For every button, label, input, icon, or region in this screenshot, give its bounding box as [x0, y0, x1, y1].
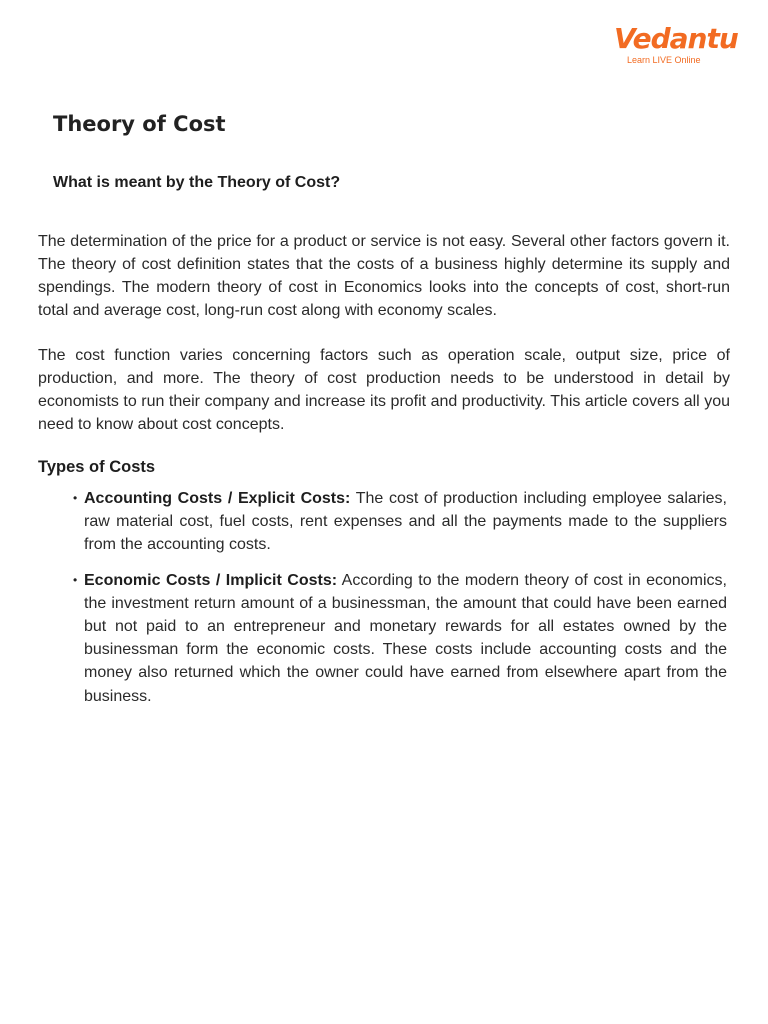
- page-title: Theory of Cost: [53, 112, 226, 136]
- term-economic-costs: Economic Costs / Implicit Costs:: [84, 571, 338, 589]
- types-of-costs-heading: Types of Costs: [38, 458, 156, 476]
- logo-tagline: Learn LIVE Online: [627, 55, 701, 65]
- vedantu-logo: [614, 22, 738, 65]
- logo-wordmark: Vedantu: [614, 22, 738, 55]
- cost-types-list: [0, 487, 768, 720]
- list-item-economic-costs: [73, 569, 727, 708]
- bullet-icon: •: [73, 572, 78, 587]
- list-item-accounting-costs: [73, 487, 728, 557]
- question-heading: What is meant by the Theory of Cost?: [53, 174, 341, 191]
- intro-paragraph: The determination of the price for a product or service is not easy. Several other factors govern it. The theory of cost definition states that the costs of a business highly determine its supply and spendings. The modern theory of cost in Economics looks into the concepts of cost, short-run total and average cost, long-run cost along with economy scales.: [38, 233, 730, 319]
- definition-accounting-costs: The cost of production including employee salaries, raw material cost, fuel costs, rent expenses and all the payments made to the suppliers from the accounting costs.: [84, 490, 728, 554]
- cost-function-paragraph: The cost function varies concerning factors such as operation scale, output size, price of production, and more. The theory of cost production needs to be understood in detail by economists to run their company and increase its profit and productivity. This article covers all you need to know about cost concepts.: [38, 347, 730, 433]
- bullet-icon: •: [73, 491, 78, 505]
- term-accounting-costs: Accounting Costs / Explicit Costs:: [84, 490, 351, 507]
- definition-economic-costs: According to the modern theory of cost in economics, the investment return amount of a businessman, the amount that could have been earned but not paid to an entrepreneur and monetary rewards for all estates owned by the businessman form the economic costs. These costs include accounting costs and the money also returned which the owner could have earned from elsewhere apart from the business.: [84, 571, 727, 705]
